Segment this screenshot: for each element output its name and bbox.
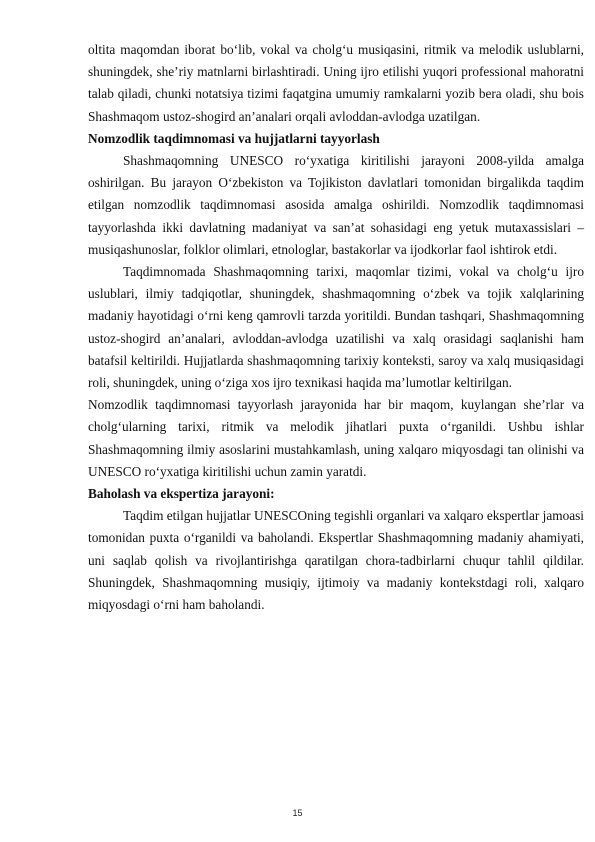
body-paragraph: Taqdimnomada Shashmaqomning tarixi, maqomlar tizimi, vokal va cholg‘u ijro uslublari, ilmiy tadqiqotlar, shuningdek, shashmaqomning o‘zbek va tojik xalqlarining madaniy hayotidagi o‘rni keng qamrovli tarzda yoritildi. Bundan tashqari, Shashmaqomning ustoz-shogird an’analari, avloddan-avlodga uzatilishi va xalq orasidagi saqlanishi ham batafsil keltirildi. Hujjatlarda shashmaqomning tarixiy konteksti, saroy va xalq musiqasidagi roli, shuningdek, uning o‘ziga xos ijro texnikasi haqida ma’lumotlar keltirilgan. [88,264,584,391]
body-paragraph: Nomzodlik taqdimnomasi tayyorlash jarayonida har bir maqom, kuylangan she’rlar va cholg‘ularning tarixi, ritmik va melodik jihatlari puxta o‘rganildi. Ushbu ishlar Shashmaqomning ilmiy asoslarini mustahkamlash, uning xalqaro miqyosdagi tan olinishi va UNESCO ro‘yxatiga kiritilishi uchun zamin yaratdi. [88,397,584,479]
document-body [88,39,584,616]
section-heading: Nomzodlik taqdimnomasi va hujjatlarni tayyorlash [88,130,380,146]
body-paragraph: oltita maqomdan iborat bo‘lib, vokal va cholg‘u musiqasini, ritmik va melodik uslublarni, shuningdek, she’riy matnlarni birlashtiradi. Uning ijro etilishi yuqori professional mahoratni talab qiladi, chunki notatsiya tizimi faqatgina umumiy ramkalarni yozib bera oladi, shu bois Shashmaqom ustoz-shogird an’analari orqali avloddan-avlodga uzatilgan. [88,42,584,124]
page-number: 15 [292,808,303,818]
body-paragraph: Taqdim etilgan hujjatlar UNESCOning tegishli organlari va xalqaro ekspertlar jamoasi tomonidan puxta o‘rganildi va baholandi. Ekspertlar Shashmaqomning madaniy ahamiyati, uni saqlab qolish va rivojlantirishga qaratilgan chora-tadbirlarni chuqur tahlil qildilar. Shuningdek, Shashmaqomning musiqiy, ijtimoiy va madaniy kontekstdagi roli, xalqaro miqyosdagi o‘rni ham baholandi. [88,508,584,613]
section-heading: Baholash va ekspertiza jarayoni: [88,486,275,502]
body-paragraph: Shashmaqomning UNESCO ro‘yxatiga kiritilishi jarayoni 2008-yilda amalga oshirilgan. Bu jarayon O‘zbekiston va Tojikiston davlatlari tomonidan birgalikda taqdim etilgan nomzodlik taqdimnomasi asosida amalga oshirildi. Nomzodlik taqdimnomasi tayyorlashda ikki davlatning madaniyat va san’at sohasidagi eng yetuk mutaxassislari – musiqashunoslar, folklor olimlari, etnologlar, bastakorlar va ijodkorlar faol ishtirok etdi. [88,153,584,257]
